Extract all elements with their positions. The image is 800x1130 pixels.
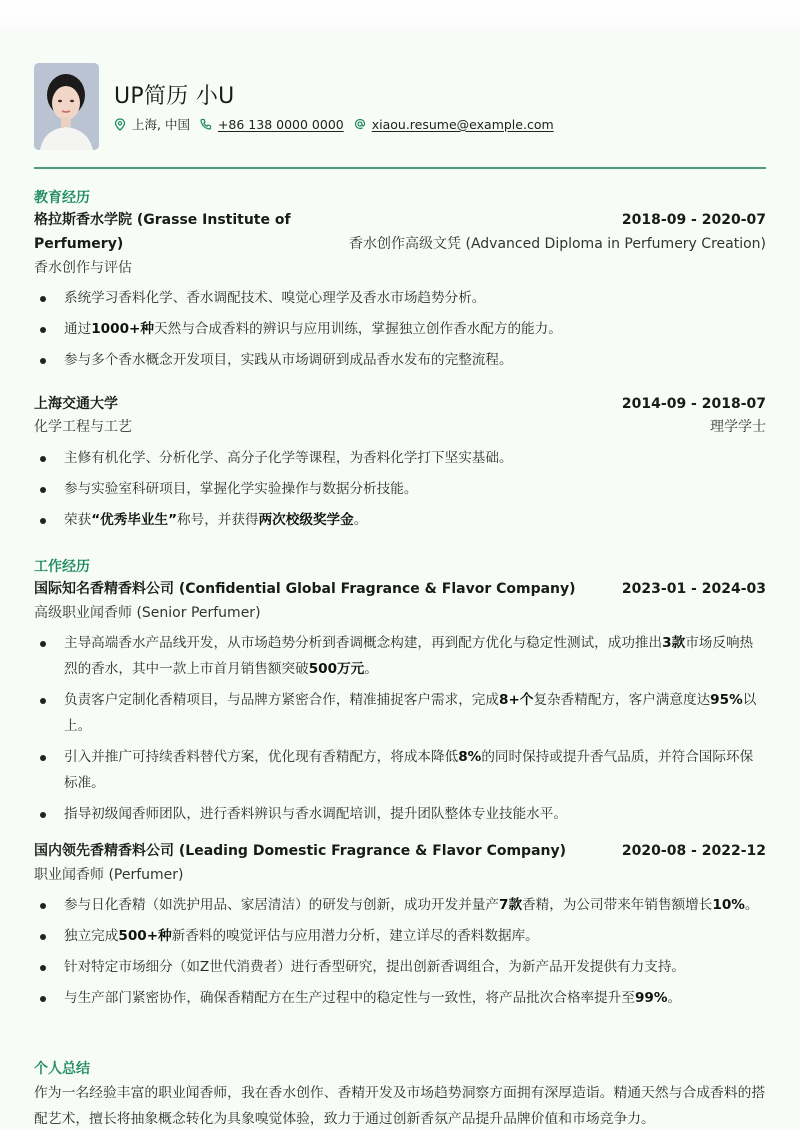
edu-1-major-row <box>34 256 766 280</box>
edu-2-header <box>34 392 766 416</box>
summary-text: 作为一名经验丰富的职业闻香师，我在香水创作、香精开发及市场趋势洞察方面拥有深厚造诣。精通天然与合成香料的搭配艺术，擅长将抽象概念转化为具象嗅觉体验，致力于通过创新香氛产品提升品牌价值和市场竞争力。 <box>34 1085 766 1127</box>
section-title-work: 工作经历 <box>34 559 90 575</box>
map-pin-icon <box>114 118 126 131</box>
edu-1-bullets <box>34 285 766 378</box>
work-2-company: 国内领先香精香料公司 (Leading Domestic Fragrance & Flavor Company) <box>34 843 567 859</box>
edu-1-header <box>34 208 766 232</box>
location-item <box>114 115 190 133</box>
phone-icon <box>200 118 212 130</box>
edu-1-school: 格拉斯香水学院 (Grasse Institute of <box>34 212 291 228</box>
candidate-name: UP简历 小U <box>114 84 235 109</box>
list-item: 主修有机化学、分析化学、高分子化学等课程，为香料化学打下坚实基础。 <box>34 445 766 471</box>
email-link[interactable]: xiaou.resume@example.com <box>371 116 554 132</box>
phone-link[interactable]: +86 138 0000 0000 <box>217 116 344 132</box>
edu-2-major: 化学工程与工艺 <box>34 419 132 435</box>
work-1-role: 高级职业闻香师 (Senior Perfumer) <box>34 605 261 621</box>
list-item: 荣获“优秀毕业生”称号，并获得两次校级奖学金。 <box>34 507 766 533</box>
edu-2-bullets <box>34 445 766 538</box>
list-item: 独立完成500+种新香料的嗅觉评估与应用潜力分析，建立详尽的香料数据库。 <box>34 923 766 949</box>
contact-info <box>114 115 564 133</box>
list-item: 引入并推广可持续香料替代方案，优化现有香精配方，将成本降低8%的同时保持或提升香气品质，并符合国际环保标准。 <box>34 744 766 796</box>
location-text: 上海, 中国 <box>132 117 190 132</box>
list-item: 指导初级闻香师团队，进行香料辨识与香水调配培训，提升团队整体专业技能水平。 <box>34 801 766 827</box>
avatar-photo-icon <box>34 63 99 150</box>
work-1-header <box>34 577 766 601</box>
edu-1-line2 <box>34 232 766 256</box>
work-1-role-row <box>34 601 766 625</box>
edu-2-school: 上海交通大学 <box>34 396 118 412</box>
work-2-bullets <box>34 892 766 1016</box>
work-1-company: 国际知名香精香料公司 (Confidential Global Fragrance & Flavor Company) <box>34 581 576 597</box>
header-divider <box>34 167 766 169</box>
list-item: 系统学习香料化学、香水调配技术、嗅觉心理学及香水市场趋势分析。 <box>34 285 766 311</box>
section-title-education: 教育经历 <box>34 190 90 206</box>
phone-item[interactable] <box>200 117 344 132</box>
email-item[interactable] <box>354 117 554 132</box>
list-item: 参与实验室科研项目，掌握化学实验操作与数据分析技能。 <box>34 476 766 502</box>
edu-2-date: 2014-09 - 2018-07 <box>621 396 766 412</box>
list-item: 参与日化香精（如洗护用品、家居清洁）的研发与创新，成功开发并量产7款香精，为公司带来年销售额增长10%。 <box>34 892 766 918</box>
work-2-header <box>34 839 766 863</box>
at-sign-icon <box>354 118 366 130</box>
edu-2-line2 <box>34 415 766 439</box>
list-item: 主导高端香水产品线开发，从市场趋势分析到香调概念构建，再到配方优化与稳定性测试，成功推出3款市场反响热烈的香水，其中一款上市首月销售额突破500万元。 <box>34 630 766 682</box>
list-item: 通过1000+种天然与合成香料的辨识与应用训练，掌握独立创作香水配方的能力。 <box>34 316 766 342</box>
list-item: 参与多个香水概念开发项目，实践从市场调研到成品香水发布的完整流程。 <box>34 347 766 373</box>
work-2-role: 职业闻香师 (Perfumer) <box>34 867 184 883</box>
edu-1-school-cont: Perfumery) <box>34 236 124 252</box>
edu-1-major: 香水创作与评估 <box>34 260 132 276</box>
edu-1-degree: 香水创作高级文凭 (Advanced Diploma in Perfumery Creation) <box>349 236 766 252</box>
work-2-role-row <box>34 863 766 887</box>
edu-1-date: 2018-09 - 2020-07 <box>621 212 766 228</box>
list-item: 针对特定市场细分（如Z世代消费者）进行香型研究，提出创新香调组合，为新产品开发提供有力支持。 <box>34 954 766 980</box>
work-1-bullets <box>34 630 766 832</box>
avatar <box>34 63 99 150</box>
section-title-summary: 个人总结 <box>34 1061 90 1077</box>
list-item: 与生产部门紧密协作，确保香精配方在生产过程中的稳定性与一致性，将产品批次合格率提升至99%。 <box>34 985 766 1011</box>
work-2-date: 2020-08 - 2022-12 <box>621 843 766 859</box>
list-item: 负责客户定制化香精项目，与品牌方紧密合作，精准捕捉客户需求，完成8+个复杂香精配方，客户满意度达95%以上。 <box>34 687 766 739</box>
work-1-date: 2023-01 - 2024-03 <box>621 581 766 597</box>
edu-2-degree: 理学学士 <box>710 419 766 435</box>
resume-header <box>34 63 766 153</box>
top-band <box>0 0 800 30</box>
